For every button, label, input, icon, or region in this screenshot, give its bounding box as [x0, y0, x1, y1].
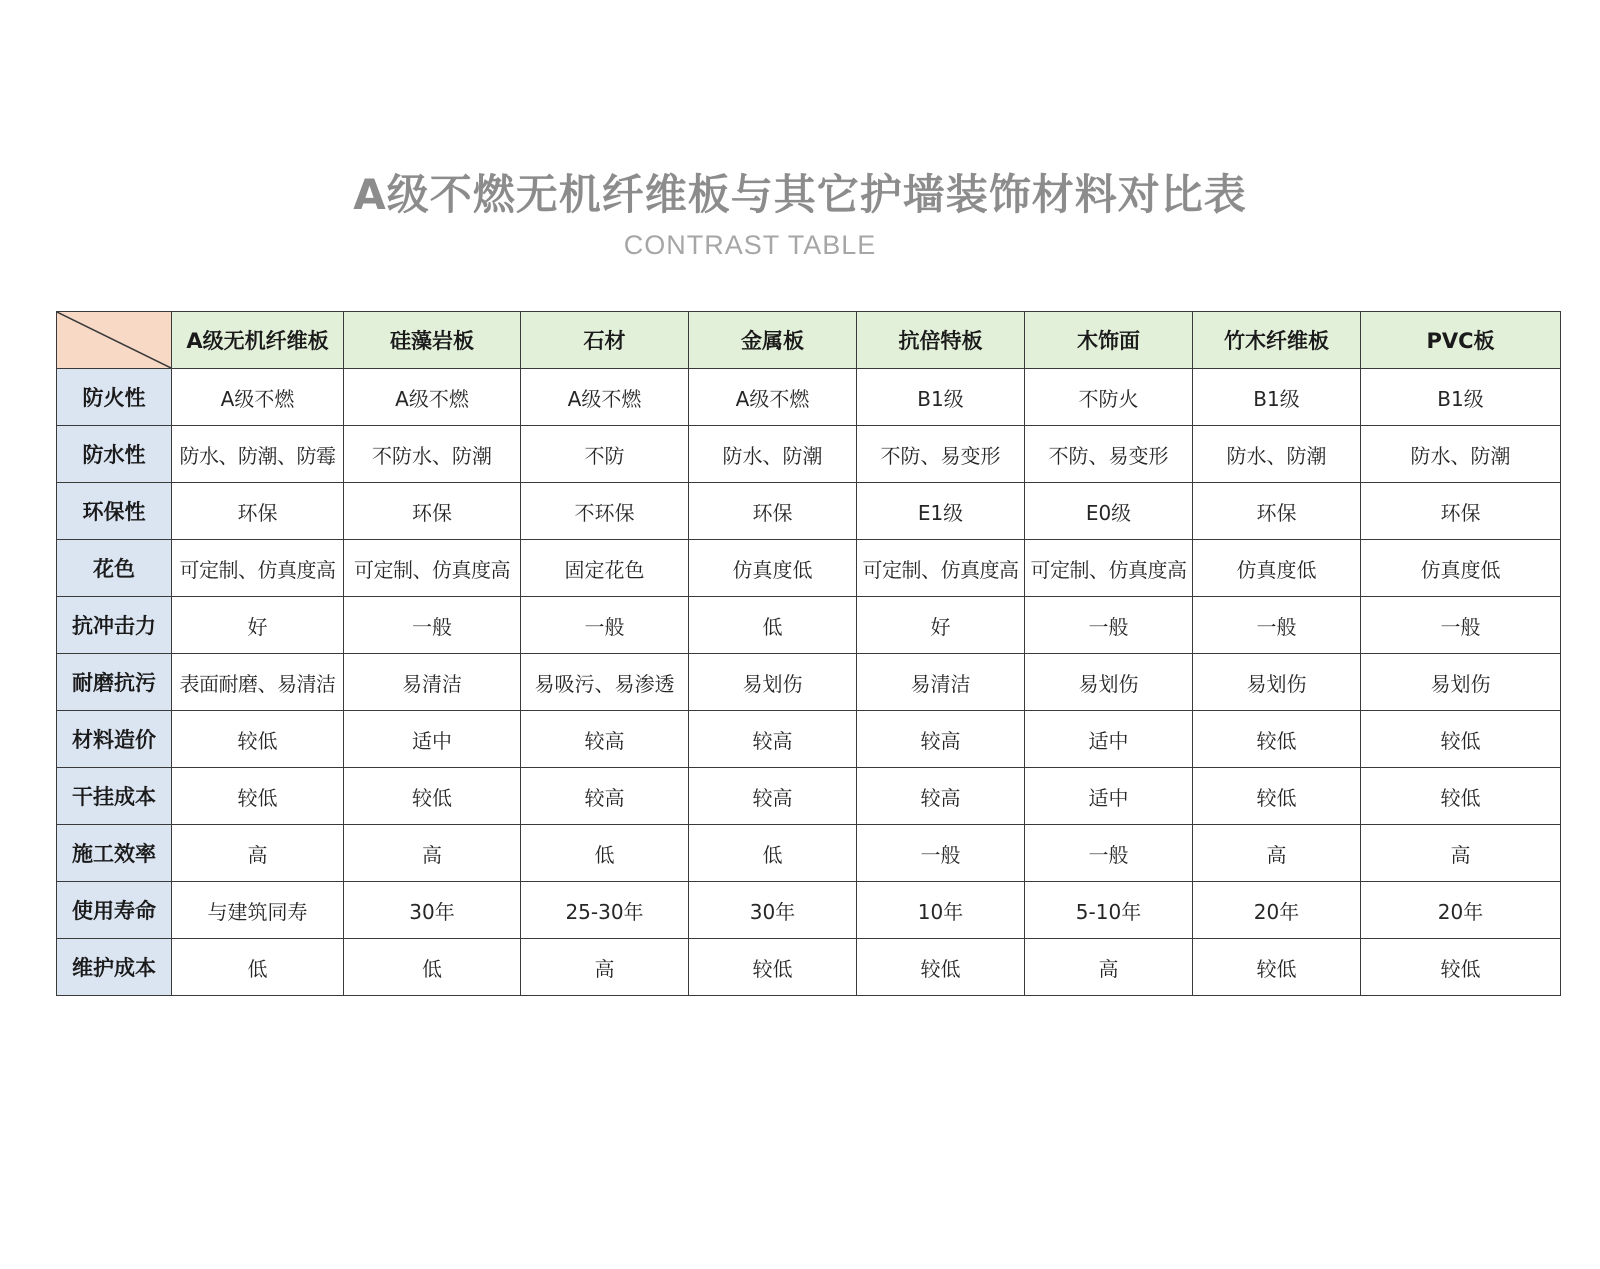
- table-cell: 10年: [857, 882, 1025, 939]
- table-cell: 不防、易变形: [857, 426, 1025, 483]
- row-header: 维护成本: [57, 939, 172, 996]
- table-cell: 较低: [1193, 939, 1361, 996]
- table-cell: 较低: [689, 939, 857, 996]
- row-header: 花色: [57, 540, 172, 597]
- table-cell: 易划伤: [1361, 654, 1561, 711]
- table-cell: 较低: [172, 768, 344, 825]
- table-row: [57, 882, 1561, 939]
- table-cell: 低: [521, 825, 689, 882]
- column-header: 竹木纤维板: [1193, 312, 1361, 369]
- table-cell: 30年: [689, 882, 857, 939]
- table-cell: 较低: [172, 711, 344, 768]
- column-header: 石材: [521, 312, 689, 369]
- table-cell: 仿真度低: [1361, 540, 1561, 597]
- table-cell: 高: [1025, 939, 1193, 996]
- table-cell: 环保: [172, 483, 344, 540]
- table-cell: 不防水、防潮: [344, 426, 521, 483]
- column-header: 抗倍特板: [857, 312, 1025, 369]
- row-header: 防火性: [57, 369, 172, 426]
- table-cell: 20年: [1361, 882, 1561, 939]
- table-cell: 高: [1193, 825, 1361, 882]
- comparison-table: [56, 311, 1561, 996]
- table-cell: 较高: [521, 711, 689, 768]
- table-cell: 较高: [857, 711, 1025, 768]
- table-cell: 适中: [1025, 711, 1193, 768]
- table-cell: 20年: [1193, 882, 1361, 939]
- row-header: 使用寿命: [57, 882, 172, 939]
- table-cell: 适中: [344, 711, 521, 768]
- column-header: 硅藻岩板: [344, 312, 521, 369]
- table-cell: 低: [689, 597, 857, 654]
- table-cell: 可定制、仿真度高: [1025, 540, 1193, 597]
- table-cell: 一般: [1025, 825, 1193, 882]
- table-row: [57, 540, 1561, 597]
- table-cell: 较高: [689, 711, 857, 768]
- table-cell: 环保: [344, 483, 521, 540]
- table-cell: 可定制、仿真度高: [344, 540, 521, 597]
- table-cell: 防水、防潮: [1193, 426, 1361, 483]
- table-cell: 较低: [1361, 711, 1561, 768]
- table-cell: A级不燃: [689, 369, 857, 426]
- table-row: [57, 825, 1561, 882]
- table-cell: E0级: [1025, 483, 1193, 540]
- table-cell: 高: [521, 939, 689, 996]
- table-cell: 不防、易变形: [1025, 426, 1193, 483]
- row-header: 环保性: [57, 483, 172, 540]
- table-cell: 固定花色: [521, 540, 689, 597]
- table-cell: 易划伤: [1025, 654, 1193, 711]
- table-cell: 低: [172, 939, 344, 996]
- table-cell: 较低: [1193, 768, 1361, 825]
- table-row: [57, 768, 1561, 825]
- table-cell: 不防火: [1025, 369, 1193, 426]
- table-cell: 易吸污、易渗透: [521, 654, 689, 711]
- header-row: [57, 312, 1561, 369]
- table-cell: 好: [857, 597, 1025, 654]
- table-cell: 好: [172, 597, 344, 654]
- table-cell: 25-30年: [521, 882, 689, 939]
- diagonal-line-icon: [57, 312, 171, 368]
- column-header: 木饰面: [1025, 312, 1193, 369]
- table-cell: 表面耐磨、易清洁: [172, 654, 344, 711]
- table-cell: 低: [344, 939, 521, 996]
- table-cell: 可定制、仿真度高: [172, 540, 344, 597]
- table-cell: 较高: [689, 768, 857, 825]
- table-row: [57, 483, 1561, 540]
- page-subtitle: CONTRAST TABLE: [623, 230, 877, 260]
- row-header: 干挂成本: [57, 768, 172, 825]
- table-cell: 一般: [1025, 597, 1193, 654]
- row-header: 耐磨抗污: [57, 654, 172, 711]
- table-cell: B1级: [857, 369, 1025, 426]
- table-cell: 仿真度低: [1193, 540, 1361, 597]
- table-cell: 较低: [344, 768, 521, 825]
- table-cell: 高: [344, 825, 521, 882]
- table-cell: 易清洁: [344, 654, 521, 711]
- page-title: A级不燃无机纤维板与其它护墙装饰材料对比表: [353, 170, 1247, 219]
- table-cell: 可定制、仿真度高: [857, 540, 1025, 597]
- table-cell: B1级: [1193, 369, 1361, 426]
- table-cell: 一般: [1193, 597, 1361, 654]
- table-cell: 防水、防潮: [1361, 426, 1561, 483]
- table-cell: 较高: [857, 768, 1025, 825]
- column-header: A级无机纤维板: [172, 312, 344, 369]
- table-cell: 与建筑同寿: [172, 882, 344, 939]
- table-cell: 环保: [1193, 483, 1361, 540]
- table-cell: 适中: [1025, 768, 1193, 825]
- table-cell: 一般: [1361, 597, 1561, 654]
- table-cell: 易清洁: [857, 654, 1025, 711]
- corner-cell: [57, 312, 172, 369]
- column-header: 金属板: [689, 312, 857, 369]
- table-cell: 较高: [521, 768, 689, 825]
- table-cell: 高: [1361, 825, 1561, 882]
- table-cell: 较低: [1361, 939, 1561, 996]
- table-cell: A级不燃: [521, 369, 689, 426]
- table-row: [57, 939, 1561, 996]
- table-row: [57, 654, 1561, 711]
- table-cell: E1级: [857, 483, 1025, 540]
- table-cell: 一般: [344, 597, 521, 654]
- table-cell: 环保: [1361, 483, 1561, 540]
- table-cell: 较低: [1193, 711, 1361, 768]
- table-cell: 较低: [857, 939, 1025, 996]
- table-cell: A级不燃: [344, 369, 521, 426]
- table-cell: 环保: [689, 483, 857, 540]
- table-cell: 防水、防潮、防霉: [172, 426, 344, 483]
- table-row: [57, 597, 1561, 654]
- table-row: [57, 369, 1561, 426]
- table-cell: 仿真度低: [689, 540, 857, 597]
- table-cell: 较低: [1361, 768, 1561, 825]
- table-row: [57, 426, 1561, 483]
- table-cell: 防水、防潮: [689, 426, 857, 483]
- table-cell: A级不燃: [172, 369, 344, 426]
- table-cell: 易划伤: [689, 654, 857, 711]
- table-cell: 易划伤: [1193, 654, 1361, 711]
- row-header: 防水性: [57, 426, 172, 483]
- column-header: PVC板: [1361, 312, 1561, 369]
- table-cell: 高: [172, 825, 344, 882]
- table-cell: 不环保: [521, 483, 689, 540]
- table-cell: 一般: [857, 825, 1025, 882]
- row-header: 抗冲击力: [57, 597, 172, 654]
- row-header: 材料造价: [57, 711, 172, 768]
- table-cell: 一般: [521, 597, 689, 654]
- table-cell: B1级: [1361, 369, 1561, 426]
- table-body: [57, 369, 1561, 996]
- table-cell: 低: [689, 825, 857, 882]
- row-header: 施工效率: [57, 825, 172, 882]
- table-cell: 30年: [344, 882, 521, 939]
- table-cell: 不防: [521, 426, 689, 483]
- table-row: [57, 711, 1561, 768]
- table-cell: 5-10年: [1025, 882, 1193, 939]
